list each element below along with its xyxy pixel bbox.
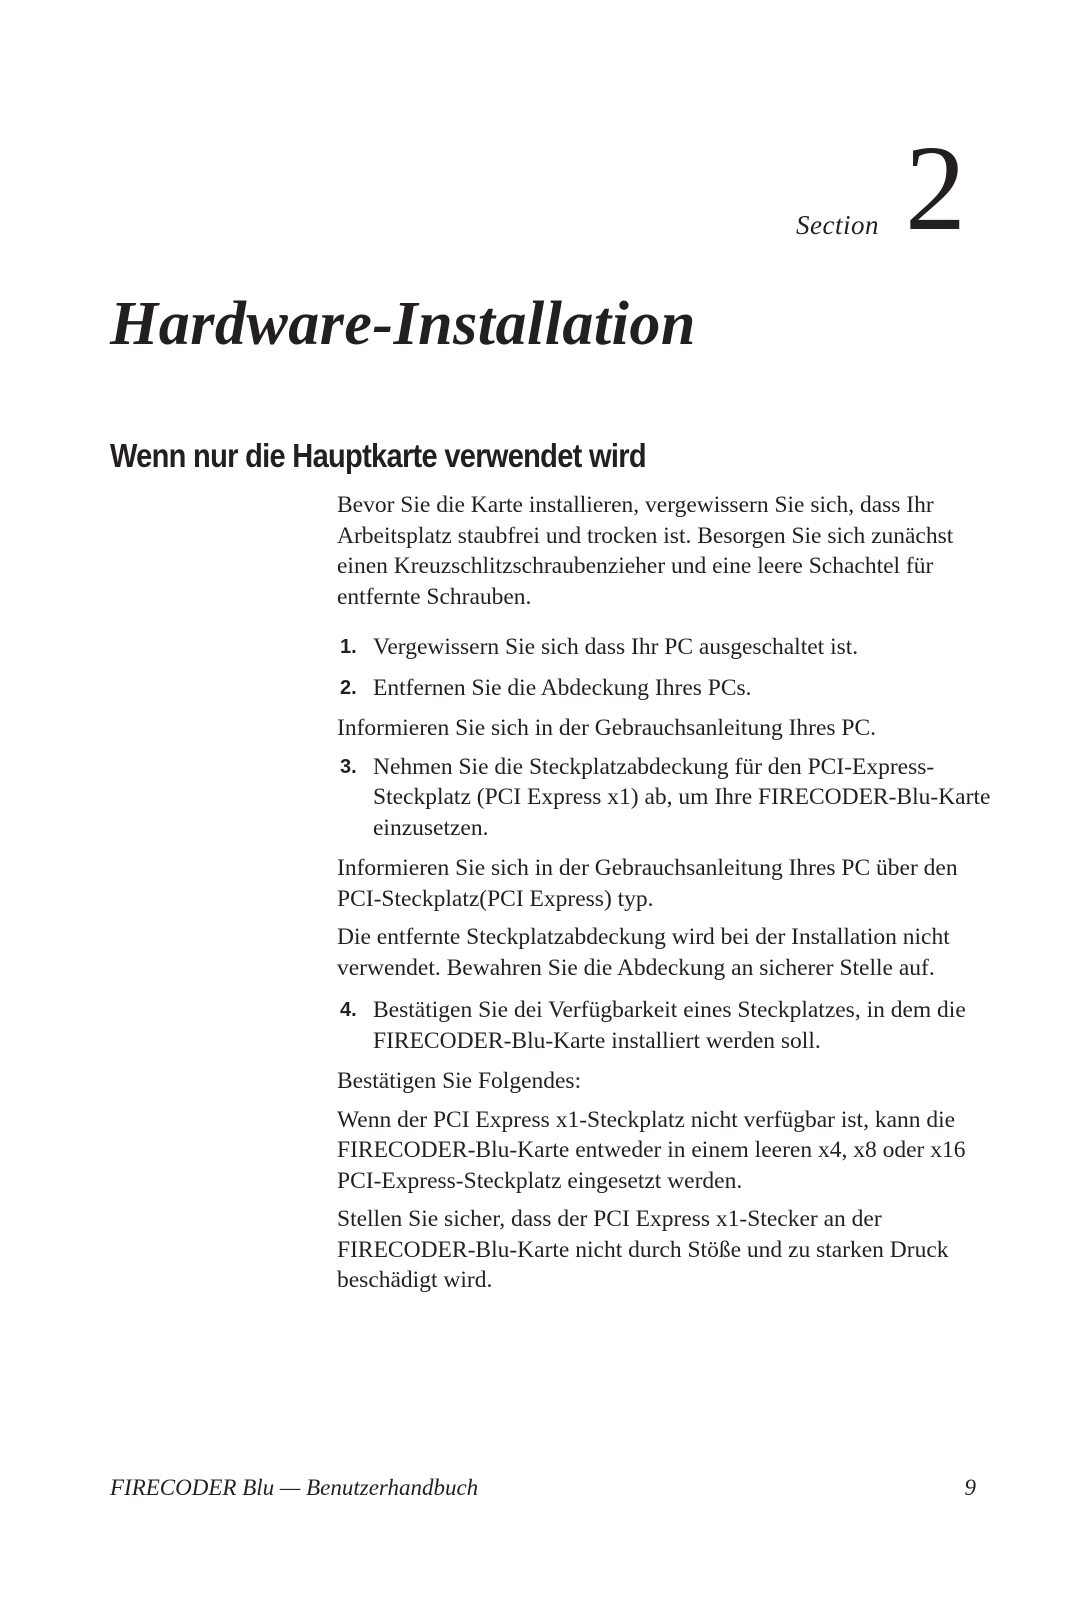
section-number: 2 [905,121,966,256]
step-item [337,632,997,663]
step-number: 1. [340,636,357,658]
step-item [337,673,997,704]
step-item [337,995,997,1056]
body-text [337,490,997,1304]
note-paragraph: Wenn der PCI Express x1-Steckplatz nicht verfügbar ist, kann die FIRECODER-Blu-Karte entweder in einem leeren x4, x8 oder x16 PCI-Express-Steckplatz eingesetzt werden. [337,1106,966,1194]
footer-title: FIRECODER Blu — Benutzerhandbuch [110,1475,479,1500]
chapter-title: Hardware-Installation [110,290,696,358]
note-paragraph: Stellen Sie sicher, dass der PCI Express x1-Stecker an der FIRECODER-Blu-Karte nicht durch Stöße und zu starken Druck beschädigt wird. [337,1206,949,1293]
step-text: Vergewissern Sie sich dass Ihr PC ausgeschaltet ist. [373,634,859,660]
step-number: 4. [340,999,357,1021]
note-paragraph: Informieren Sie sich in der Gebrauchsanleitung Ihres PC. [337,715,877,741]
section-label: Section [796,210,879,240]
note-paragraph: Informieren Sie sich in der Gebrauchsanleitung Ihres PC über den PCI-Steckplatz(PCI Express) typ. [337,855,958,912]
note-paragraph: Bestätigen Sie Folgendes: [337,1068,582,1094]
step-number: 3. [340,755,357,778]
footer-page-number: 9 [964,1475,976,1500]
step-text: Bestätigen Sie dei Verfügbarkeit eines Steckplatzes, in dem die FIRECODER-Blu-Karte installiert werden soll. [373,997,966,1054]
intro-paragraph: Bevor Sie die Karte installieren, vergewissern Sie sich, dass Ihr Arbeitsplatz staubfrei und trocken ist. Besorgen Sie sich zunächst einen Kreuzschlitzschraubenzieher und eine leere Schachtel für entfernte Schrauben. [337,492,954,610]
step-item [337,752,997,844]
note-paragraph: Die entfernte Steckplatzabdeckung wird bei der Installation nicht verwendet. Bewahren Sie die Abdeckung an sicherer Stelle auf. [337,924,950,981]
step-number: 2. [340,676,357,699]
step-text: Entfernen Sie die Abdeckung Ihres PCs. [373,674,752,701]
step-text: Nehmen Sie die Steckplatzabdeckung für den PCI-Express-Steckplatz (PCI Express x1) ab, um Ihre FIRECODER-Blu-Karte einzusetzen. [373,753,991,841]
section-heading: Wenn nur die Hauptkarte verwendet wird [110,437,646,474]
